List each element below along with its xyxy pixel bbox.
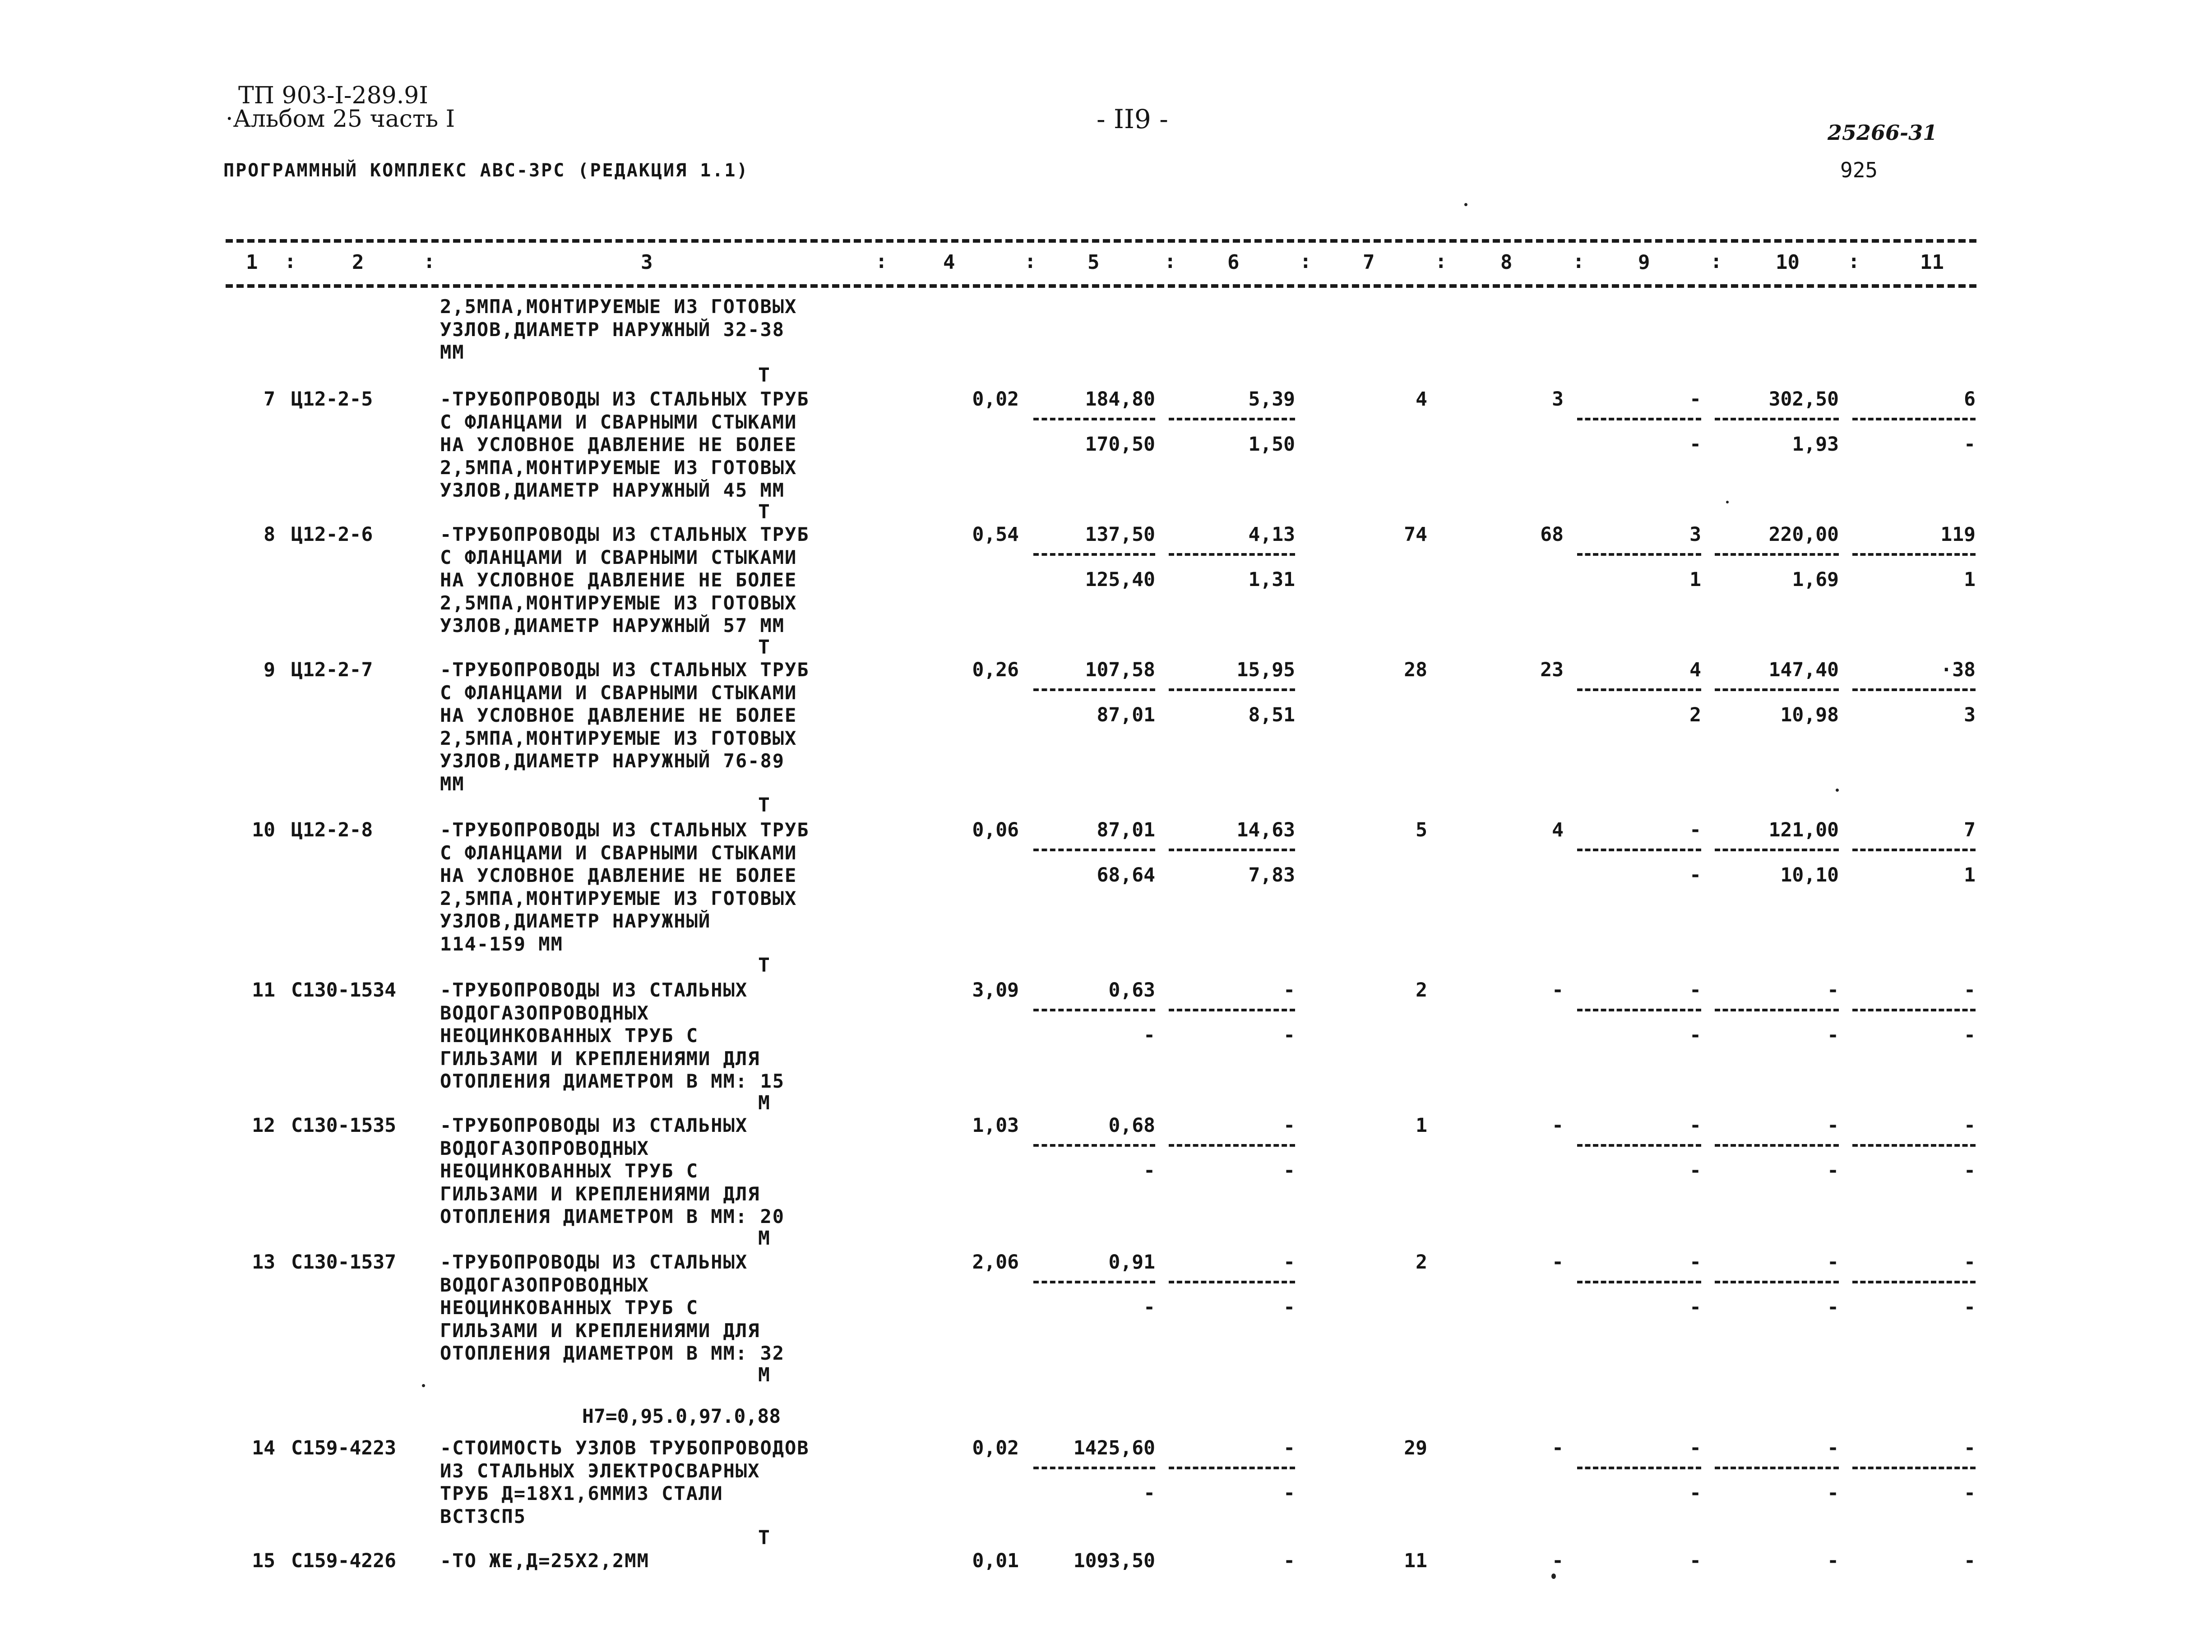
- fraction-divider: [1715, 1467, 1839, 1469]
- fraction-divider: [1577, 688, 1701, 691]
- row-unit: Т: [758, 500, 770, 523]
- fraction-divider: [1169, 1144, 1295, 1147]
- value-col-9: -: [1689, 1251, 1701, 1274]
- value-col-5-lower: -: [1143, 1482, 1155, 1504]
- fraction-divider: [1169, 849, 1295, 851]
- value-col-11-lower: 1: [1964, 864, 1976, 886]
- row-unit: М: [758, 1091, 770, 1114]
- column-number-7: 7: [1363, 251, 1375, 274]
- value-col-9-lower: -: [1689, 433, 1701, 456]
- row-code: С130-1535: [291, 1114, 396, 1137]
- program-title: ПРОГРАММНЫЙ КОМПЛЕКС АВС-3РС (РЕДАКЦИЯ 1.1): [223, 160, 749, 181]
- column-number-9: 9: [1638, 251, 1650, 274]
- row-description: -ТРУБОПРОВОДЫ ИЗ СТАЛЬНЫХ ТРУБ С ФЛАНЦАМИ И СВАРНЫМИ СТЫКАМИ НА УСЛОВНОЕ ДАВЛЕНИЕ НЕ БОЛЕЕ 2,5МПА,МОНТИРУЕМЫЕ ИЗ ГОТОВЫХ УЗЛОВ,ДИАМЕТР НАРУЖНЫЙ 76-89 ММ: [440, 659, 810, 795]
- value-col-8: 68: [1540, 523, 1564, 546]
- value-col-10: -: [1827, 979, 1839, 1001]
- fraction-divider: [1577, 1467, 1701, 1469]
- value-col-5: 87,01: [1097, 819, 1155, 841]
- value-col-5-lower: 125,40: [1085, 568, 1155, 591]
- value-col-5-lower: 87,01: [1097, 704, 1155, 726]
- fraction-divider: [1715, 553, 1839, 556]
- value-col-5-lower: -: [1143, 1296, 1155, 1319]
- row-code: С159-4223: [291, 1437, 396, 1459]
- row-code: Ц12-2-6: [291, 523, 373, 546]
- album-label: ·Альбом 25 часть I: [226, 106, 455, 133]
- value-col-10-lower: 1,93: [1792, 433, 1839, 456]
- value-col-10-lower: 10,98: [1780, 704, 1839, 726]
- value-col-5: 1425,60: [1073, 1437, 1155, 1459]
- value-col-11: -: [1964, 979, 1976, 1001]
- value-col-11: 119: [1940, 523, 1976, 546]
- fraction-divider: [1577, 849, 1701, 851]
- value-col-11: -: [1964, 1437, 1976, 1459]
- fraction-divider: [1715, 849, 1839, 851]
- fraction-divider: [1852, 1009, 1976, 1011]
- row-code: Ц12-2-8: [291, 819, 373, 841]
- value-col-8: -: [1552, 1114, 1564, 1137]
- fraction-divider: [1852, 1467, 1976, 1469]
- fraction-divider: [1715, 1009, 1839, 1011]
- scan-speck: [1551, 1574, 1556, 1579]
- fraction-divider: [1169, 418, 1295, 420]
- value-col-9-lower: -: [1689, 1296, 1701, 1319]
- value-col-10-lower: -: [1827, 1024, 1839, 1047]
- sheet-number: 925: [1840, 158, 1878, 182]
- row-number: 13: [252, 1251, 275, 1274]
- value-col-9: -: [1689, 979, 1701, 1001]
- row-description: -ТРУБОПРОВОДЫ ИЗ СТАЛЬНЫХ ТРУБ С ФЛАНЦАМИ И СВАРНЫМИ СТЫКАМИ НА УСЛОВНОЕ ДАВЛЕНИЕ НЕ БОЛЕЕ 2,5МПА,МОНТИРУЕМЫЕ ИЗ ГОТОВЫХ УЗЛОВ,ДИАМЕТР НАРУЖНЫЙ 57 ММ: [440, 523, 810, 637]
- row-number: 8: [264, 523, 275, 546]
- column-number-10: 10: [1776, 251, 1800, 274]
- fraction-divider: [1033, 1144, 1155, 1147]
- value-col-7: 2: [1416, 1251, 1427, 1274]
- value-col-6-lower: 8,51: [1248, 704, 1295, 726]
- scan-speck: [422, 1384, 425, 1387]
- value-col-6-lower: -: [1283, 1159, 1295, 1182]
- value-col-5: 1093,50: [1073, 1550, 1155, 1572]
- value-col-10-lower: 10,10: [1780, 864, 1839, 886]
- value-col-4: 0,02: [972, 1437, 1019, 1459]
- fraction-divider: [1577, 1144, 1701, 1147]
- value-col-4: 0,01: [972, 1550, 1019, 1572]
- value-col-4: 0,06: [972, 819, 1019, 841]
- value-col-9-lower: -: [1689, 1159, 1701, 1182]
- fraction-divider: [1577, 553, 1701, 556]
- value-col-10: 220,00: [1768, 523, 1839, 546]
- value-col-7: 29: [1404, 1437, 1427, 1459]
- row-number: 11: [252, 979, 275, 1001]
- column-number-3: 3: [641, 251, 653, 274]
- value-col-10: 302,50: [1768, 388, 1839, 411]
- value-col-11-lower: -: [1964, 1482, 1976, 1504]
- row-code: С130-1534: [291, 979, 396, 1001]
- value-col-5: 107,58: [1085, 659, 1155, 681]
- column-number-8: 8: [1500, 251, 1513, 274]
- fraction-divider: [1033, 849, 1155, 851]
- value-col-9: -: [1689, 1550, 1701, 1572]
- column-number-11: 11: [1920, 251, 1944, 274]
- value-col-11: -: [1964, 1114, 1976, 1137]
- value-col-4: 0,02: [972, 388, 1019, 411]
- value-col-7: 1: [1416, 1114, 1427, 1137]
- column-separator: :: [423, 250, 435, 273]
- value-col-8: -: [1552, 1550, 1564, 1572]
- value-col-6: -: [1283, 1251, 1295, 1274]
- fraction-divider: [1852, 1281, 1976, 1283]
- fraction-divider: [1715, 688, 1839, 691]
- fraction-divider: [1577, 418, 1701, 420]
- column-separator: :: [284, 250, 296, 273]
- value-col-6: 15,95: [1236, 659, 1295, 681]
- column-separator: :: [1710, 250, 1722, 273]
- value-col-11-lower: -: [1964, 1024, 1976, 1047]
- fraction-divider: [1169, 1009, 1295, 1011]
- fraction-divider: [1577, 1009, 1701, 1011]
- column-separator: :: [1164, 250, 1176, 273]
- value-col-6: -: [1283, 1437, 1295, 1459]
- row-description: -СТОИМОСТЬ УЗЛОВ ТРУБОПРОВОДОВ ИЗ СТАЛЬНЫХ ЭЛЕКТРОСВАРНЫХ ТРУБ Д=18Х1,6ММИЗ СТАЛИ ВСТ3СП5: [440, 1437, 810, 1527]
- value-col-9-lower: -: [1689, 864, 1701, 886]
- value-col-6-lower: 1,50: [1248, 433, 1295, 456]
- fraction-divider: [1169, 1281, 1295, 1283]
- handwritten-number: 25266-31: [1828, 120, 1938, 145]
- fraction-divider: [1033, 553, 1155, 556]
- value-col-9: -: [1689, 388, 1701, 411]
- value-col-5-lower: 68,64: [1097, 864, 1155, 886]
- value-col-10: -: [1827, 1550, 1839, 1572]
- fraction-divider: [1852, 688, 1976, 691]
- value-col-10-lower: -: [1827, 1159, 1839, 1182]
- fraction-divider: [1715, 1281, 1839, 1283]
- column-separator: :: [1300, 250, 1312, 273]
- value-col-10: -: [1827, 1437, 1839, 1459]
- column-separator: :: [1435, 250, 1447, 273]
- value-col-6-lower: 1,31: [1248, 568, 1295, 591]
- row-unit: Т: [758, 954, 770, 977]
- value-col-6: -: [1283, 979, 1295, 1001]
- row-unit: Т: [758, 1527, 770, 1549]
- value-col-7: 11: [1404, 1550, 1427, 1572]
- value-col-11: -: [1964, 1251, 1976, 1274]
- row-unit: М: [758, 1363, 770, 1386]
- row-number: 12: [252, 1114, 275, 1137]
- value-col-11-lower: -: [1964, 1296, 1976, 1319]
- row-description: -ТО ЖЕ,Д=25Х2,2ММ: [440, 1550, 649, 1572]
- value-col-8: 23: [1540, 659, 1564, 681]
- fraction-divider: [1169, 553, 1295, 556]
- value-col-9: 3: [1689, 523, 1701, 546]
- value-col-11-lower: 3: [1964, 704, 1976, 726]
- value-col-6-lower: -: [1283, 1024, 1295, 1047]
- row-description: -ТРУБОПРОВОДЫ ИЗ СТАЛЬНЫХ ВОДОГАЗОПРОВОДНЫХ НЕОЦИНКОВАННЫХ ТРУБ С ГИЛЬЗАМИ И КРЕПЛЕНИЯМИ ДЛЯ ОТОПЛЕНИЯ ДИАМЕТРОМ В ММ: 15: [440, 979, 785, 1092]
- row-coefficients: Н7=0,95.0,97.0,88: [582, 1405, 781, 1428]
- value-col-7: 5: [1416, 819, 1427, 841]
- value-col-8: 3: [1552, 388, 1564, 411]
- value-col-6-lower: 7,83: [1248, 864, 1295, 886]
- row-unit: Т: [758, 794, 770, 817]
- column-number-1: 1: [246, 251, 258, 274]
- column-number-5: 5: [1087, 251, 1100, 274]
- value-col-5-lower: -: [1143, 1024, 1155, 1047]
- value-col-5: 137,50: [1085, 523, 1155, 546]
- project-code: ТП 903-I-289.9I: [238, 82, 428, 109]
- value-col-4: 3,09: [972, 979, 1019, 1001]
- value-col-8: -: [1552, 979, 1564, 1001]
- scan-speck: [1464, 203, 1467, 206]
- column-number-4: 4: [943, 251, 955, 274]
- value-col-6: 5,39: [1248, 388, 1295, 411]
- value-col-9: -: [1689, 819, 1701, 841]
- value-col-5: 0,91: [1108, 1251, 1155, 1274]
- value-col-10: 147,40: [1768, 659, 1839, 681]
- value-col-7: 2: [1416, 979, 1427, 1001]
- value-col-9: -: [1689, 1114, 1701, 1137]
- page-number: - II9 -: [1097, 104, 1168, 134]
- row-unit: М: [758, 1227, 770, 1250]
- value-col-7: 4: [1416, 388, 1427, 411]
- value-col-9-lower: -: [1689, 1024, 1701, 1047]
- fraction-divider: [1169, 688, 1295, 691]
- value-col-5: 0,68: [1108, 1114, 1155, 1137]
- value-col-9-lower: 1: [1689, 568, 1701, 591]
- fraction-divider: [1033, 1281, 1155, 1283]
- column-separator: :: [875, 250, 888, 273]
- row-description: -ТРУБОПРОВОДЫ ИЗ СТАЛЬНЫХ ТРУБ С ФЛАНЦАМИ И СВАРНЫМИ СТЫКАМИ НА УСЛОВНОЕ ДАВЛЕНИЕ НЕ БОЛЕЕ 2,5МПА,МОНТИРУЕМЫЕ ИЗ ГОТОВЫХ УЗЛОВ,ДИАМЕТР НАРУЖНЫЙ 114-159 ММ: [440, 819, 810, 955]
- row-number: 14: [252, 1437, 275, 1459]
- column-number-6: 6: [1227, 251, 1240, 274]
- row-description: -ТРУБОПРОВОДЫ ИЗ СТАЛЬНЫХ ВОДОГАЗОПРОВОДНЫХ НЕОЦИНКОВАННЫХ ТРУБ С ГИЛЬЗАМИ И КРЕПЛЕНИЯМИ ДЛЯ ОТОПЛЕНИЯ ДИАМЕТРОМ В ММ: 32: [440, 1251, 785, 1364]
- row-description: -ТРУБОПРОВОДЫ ИЗ СТАЛЬНЫХ ТРУБ С ФЛАНЦАМИ И СВАРНЫМИ СТЫКАМИ НА УСЛОВНОЕ ДАВЛЕНИЕ НЕ БОЛЕЕ 2,5МПА,МОНТИРУЕМЫЕ ИЗ ГОТОВЫХ УЗЛОВ,ДИАМЕТР НАРУЖНЫЙ 45 ММ: [440, 388, 810, 501]
- scan-speck: [1836, 789, 1839, 792]
- row-number: 15: [252, 1550, 275, 1572]
- value-col-6-lower: -: [1283, 1482, 1295, 1504]
- fraction-divider: [1169, 1467, 1295, 1469]
- value-col-5-lower: -: [1143, 1159, 1155, 1182]
- fraction-divider: [1715, 418, 1839, 420]
- row-number: 9: [264, 659, 275, 681]
- value-col-5-lower: 170,50: [1085, 433, 1155, 456]
- column-separator: :: [1573, 250, 1585, 273]
- value-col-5: 0,63: [1108, 979, 1155, 1001]
- row-number: 7: [264, 388, 275, 411]
- value-col-11-lower: 1: [1964, 568, 1976, 591]
- value-col-8: 4: [1552, 819, 1564, 841]
- value-col-10-lower: -: [1827, 1296, 1839, 1319]
- value-col-9-lower: -: [1689, 1482, 1701, 1504]
- value-col-4: 0,26: [972, 659, 1019, 681]
- value-col-11-lower: -: [1964, 1159, 1976, 1182]
- value-col-6: -: [1283, 1114, 1295, 1137]
- fraction-divider: [1715, 1144, 1839, 1147]
- row-code: Ц12-2-7: [291, 659, 373, 681]
- value-col-11: ·38: [1940, 659, 1976, 681]
- value-col-11-lower: -: [1964, 433, 1976, 456]
- value-col-7: 28: [1404, 659, 1427, 681]
- fraction-divider: [1852, 849, 1976, 851]
- column-separator: :: [1848, 250, 1860, 273]
- value-col-11: 7: [1964, 819, 1976, 841]
- value-col-4: 0,54: [972, 523, 1019, 546]
- row-description: -ТРУБОПРОВОДЫ ИЗ СТАЛЬНЫХ ВОДОГАЗОПРОВОДНЫХ НЕОЦИНКОВАННЫХ ТРУБ С ГИЛЬЗАМИ И КРЕПЛЕНИЯМИ ДЛЯ ОТОПЛЕНИЯ ДИАМЕТРОМ В ММ: 20: [440, 1114, 785, 1227]
- header-top-rule: [226, 239, 1976, 243]
- value-col-6: 14,63: [1236, 819, 1295, 841]
- value-col-7: 74: [1404, 523, 1427, 546]
- value-col-6: 4,13: [1248, 523, 1295, 546]
- value-col-11: -: [1964, 1550, 1976, 1572]
- fraction-divider: [1852, 1144, 1976, 1147]
- value-col-9-lower: 2: [1689, 704, 1701, 726]
- scan-speck: [1726, 501, 1729, 503]
- row-code: С130-1537: [291, 1251, 396, 1274]
- value-col-10-lower: -: [1827, 1482, 1839, 1504]
- fraction-divider: [1852, 553, 1976, 556]
- continuation-description: 2,5МПА,МОНТИРУЕМЫЕ ИЗ ГОТОВЫХ УЗЛОВ,ДИАМЕТР НАРУЖНЫЙ 32-38 ММ: [440, 295, 797, 363]
- value-col-9: -: [1689, 1437, 1701, 1459]
- column-separator: :: [1024, 250, 1037, 273]
- value-col-6-lower: -: [1283, 1296, 1295, 1319]
- value-col-6: -: [1283, 1550, 1295, 1572]
- fraction-divider: [1577, 1281, 1701, 1283]
- row-code: Ц12-2-5: [291, 388, 373, 411]
- fraction-divider: [1033, 1467, 1155, 1469]
- value-col-10: -: [1827, 1251, 1839, 1274]
- value-col-4: 1,03: [972, 1114, 1019, 1137]
- continuation-unit: Т: [758, 364, 770, 387]
- fraction-divider: [1033, 1009, 1155, 1011]
- header-bottom-rule: [226, 284, 1976, 288]
- value-col-10-lower: 1,69: [1792, 568, 1839, 591]
- value-col-8: -: [1552, 1437, 1564, 1459]
- value-col-8: -: [1552, 1251, 1564, 1274]
- row-unit: Т: [758, 636, 770, 659]
- value-col-10: 121,00: [1768, 819, 1839, 841]
- value-col-10: -: [1827, 1114, 1839, 1137]
- value-col-9: 4: [1689, 659, 1701, 681]
- fraction-divider: [1033, 688, 1155, 691]
- value-col-4: 2,06: [972, 1251, 1019, 1274]
- value-col-11: 6: [1964, 388, 1976, 411]
- row-code: С159-4226: [291, 1550, 396, 1572]
- fraction-divider: [1852, 418, 1976, 420]
- row-number: 10: [252, 819, 275, 841]
- column-number-2: 2: [352, 251, 364, 274]
- fraction-divider: [1033, 418, 1155, 420]
- value-col-5: 184,80: [1085, 388, 1155, 411]
